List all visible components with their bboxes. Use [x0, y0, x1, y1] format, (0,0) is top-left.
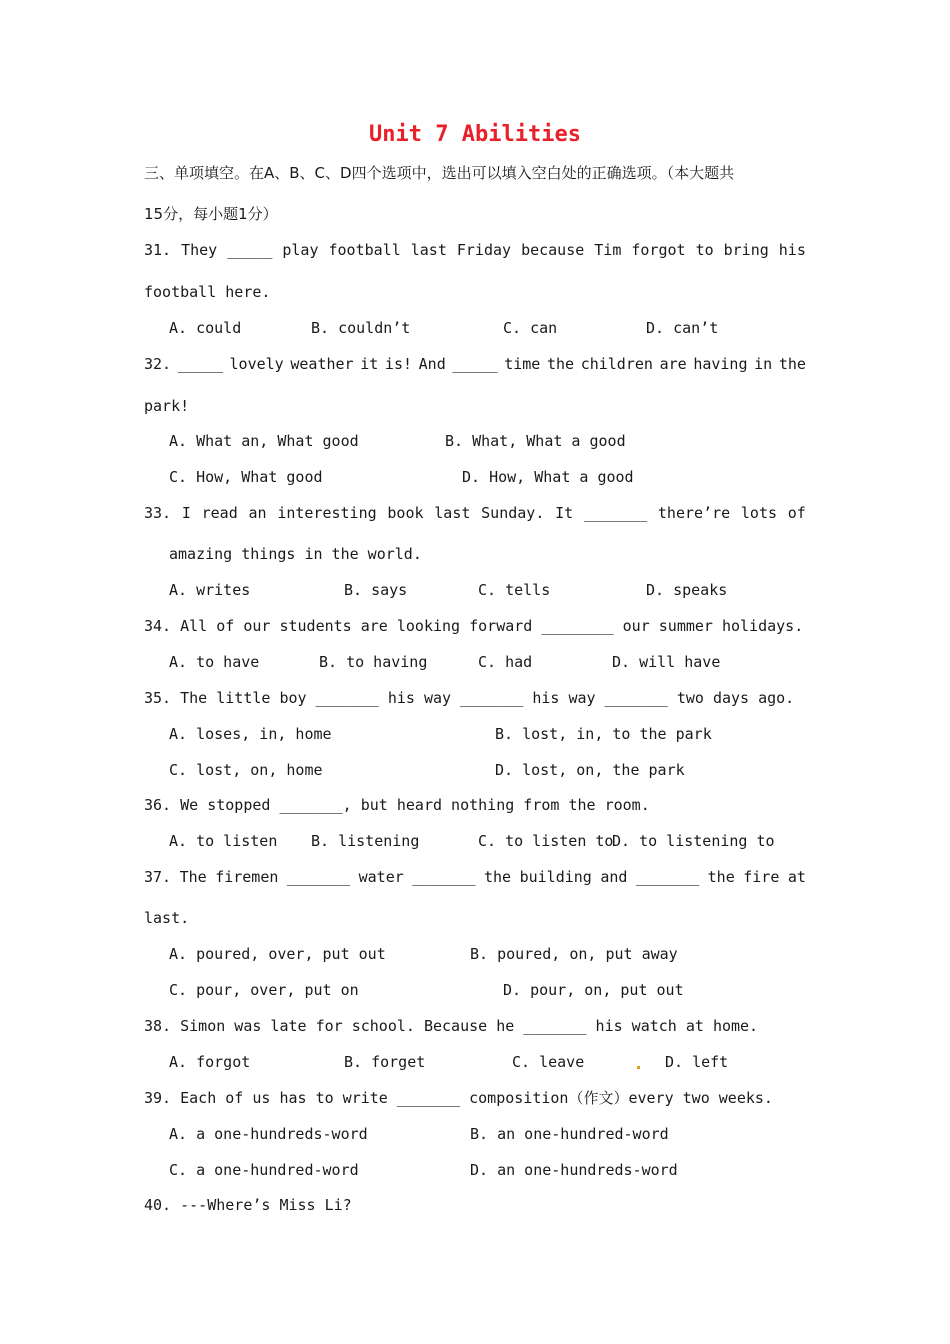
q38-option-a: A. forgot — [169, 1053, 251, 1071]
question-31-line-1 — [144, 240, 806, 260]
q35-option-a: A. loses, in, home — [169, 725, 332, 743]
word: They — [181, 241, 218, 259]
q38-option-c: C. leave — [512, 1053, 585, 1071]
q32-option-d: D. How, What a good — [462, 468, 634, 486]
question-40-line-1: 40. ---Where’s Miss Li? — [144, 1196, 352, 1214]
word: Tim — [594, 241, 622, 259]
word: the — [707, 868, 735, 886]
word: _______ — [286, 868, 351, 886]
word: 33. — [144, 504, 172, 522]
word: time — [504, 355, 541, 373]
question-34-line-1: 34. All of our students are looking forward ________ our summer holidays. — [144, 617, 804, 635]
word: last — [434, 504, 471, 522]
q35-option-d: D. lost, on, the park — [495, 761, 685, 779]
q31-option-c: C. can — [503, 319, 558, 337]
question-32-line-2: park! — [144, 397, 190, 415]
word: fire — [743, 868, 780, 886]
q35-option-b: B. lost, in, to the park — [495, 725, 712, 743]
word: are — [659, 355, 687, 373]
word: lovely — [229, 355, 284, 373]
word: The — [179, 868, 207, 886]
word: _______ — [635, 868, 700, 886]
q39-option-b: B. an one-hundred-word — [470, 1125, 669, 1143]
question-39-line-1: 39. Each of us has to write _______ composition（作文）every two weeks. — [144, 1089, 773, 1107]
word: And — [418, 355, 446, 373]
q39-option-c: C. a one-hundred-word — [169, 1161, 359, 1179]
q38-option-d: D. left — [665, 1053, 729, 1071]
word: 37. — [144, 868, 172, 886]
page-title: Unit 7 Abilities — [369, 122, 581, 147]
q32-option-a: A. What an, What good — [169, 432, 359, 450]
word: it — [360, 355, 379, 373]
q37-option-d: D. pour, on, put out — [503, 981, 684, 999]
q34-option-b: B. to having — [319, 653, 428, 671]
word: building — [519, 868, 592, 886]
word: Friday — [456, 241, 512, 259]
word: weather — [290, 355, 354, 373]
word: water — [358, 868, 404, 886]
decorative-dot — [637, 1066, 640, 1069]
word: football — [328, 241, 401, 259]
word: _______ — [412, 868, 476, 886]
question-33-line-2: amazing things in the world. — [169, 545, 422, 563]
q33-option-d: D. speaks — [646, 581, 728, 599]
word: of — [787, 504, 806, 522]
word: play — [282, 241, 319, 259]
q38-option-b: B. forget — [344, 1053, 426, 1071]
word: It — [555, 504, 574, 522]
word: lots — [740, 504, 778, 522]
q33-option-c: C. tells — [478, 581, 551, 599]
word: there’re — [657, 504, 731, 522]
q32-option-b: B. What, What a good — [445, 432, 626, 450]
instructions-line-1: 三、单项填空。在A、B、C、D四个选项中，选出可以填入空白处的正确选项。（本大题共 — [144, 164, 735, 182]
word: at — [787, 868, 806, 886]
word: in — [754, 355, 773, 373]
q37-option-c: C. pour, over, put on — [169, 981, 359, 999]
word: and — [600, 868, 628, 886]
q37-option-a: A. poured, over, put out — [169, 945, 386, 963]
instructions-line-2: 15分，每小题1分） — [144, 205, 278, 223]
q34-option-c: C. had — [478, 653, 533, 671]
word: read — [201, 504, 238, 522]
q36-option-d: D. to listening to — [612, 832, 775, 850]
word: _____ — [177, 355, 223, 373]
word: his — [778, 241, 806, 259]
word: the — [778, 355, 806, 373]
word: children — [580, 355, 653, 373]
word: the — [546, 355, 575, 373]
word: having — [693, 355, 748, 373]
q32-option-c: C. How, What good — [169, 468, 323, 486]
question-37-line-1 — [144, 867, 806, 887]
word: last — [410, 241, 447, 259]
q31-option-d: D. can’t — [646, 319, 719, 337]
q36-option-a: A. to listen — [169, 832, 278, 850]
q33-option-a: A. writes — [169, 581, 251, 599]
word: 32. — [144, 355, 172, 373]
q31-option-b: B. couldn’t — [311, 319, 411, 337]
word: _____ — [227, 241, 273, 259]
word: book — [387, 504, 424, 522]
word: the — [484, 868, 512, 886]
q33-option-b: B. says — [344, 581, 408, 599]
question-32-line-1 — [144, 354, 806, 374]
question-38-line-1: 38. Simon was late for school. Because he _______ his watch at home. — [144, 1017, 759, 1035]
q36-option-c: C. to listen to — [478, 832, 614, 850]
word: interesting — [277, 504, 377, 522]
word: forgot — [631, 241, 686, 259]
word: bring — [723, 241, 769, 259]
question-31-line-2: football here. — [144, 283, 271, 301]
question-36-line-1: 36. We stopped _______, but heard nothing from the room. — [144, 796, 650, 814]
word: Sunday. — [481, 504, 545, 522]
word: 31. — [144, 241, 172, 259]
q35-option-c: C. lost, on, home — [169, 761, 323, 779]
q39-option-a: A. a one-hundreds-word — [169, 1125, 368, 1143]
word: firemen — [215, 868, 279, 886]
question-33-line-1 — [144, 503, 806, 523]
word: because — [521, 241, 585, 259]
q34-option-a: A. to have — [169, 653, 260, 671]
word: an — [248, 504, 267, 522]
question-35-line-1: 35. The little boy _______ his way _______ his way _______ two days ago. — [144, 689, 795, 707]
q37-option-b: B. poured, on, put away — [470, 945, 678, 963]
word: _______ — [583, 504, 648, 522]
word: to — [695, 241, 714, 259]
word: I — [181, 504, 191, 522]
word: _____ — [452, 355, 498, 373]
word: is! — [384, 355, 413, 373]
q31-option-a: A. could — [169, 319, 242, 337]
q36-option-b: B. listening — [311, 832, 420, 850]
q34-option-d: D. will have — [612, 653, 721, 671]
q39-option-d: D. an one-hundreds-word — [470, 1161, 678, 1179]
question-37-line-2: last. — [144, 909, 190, 927]
